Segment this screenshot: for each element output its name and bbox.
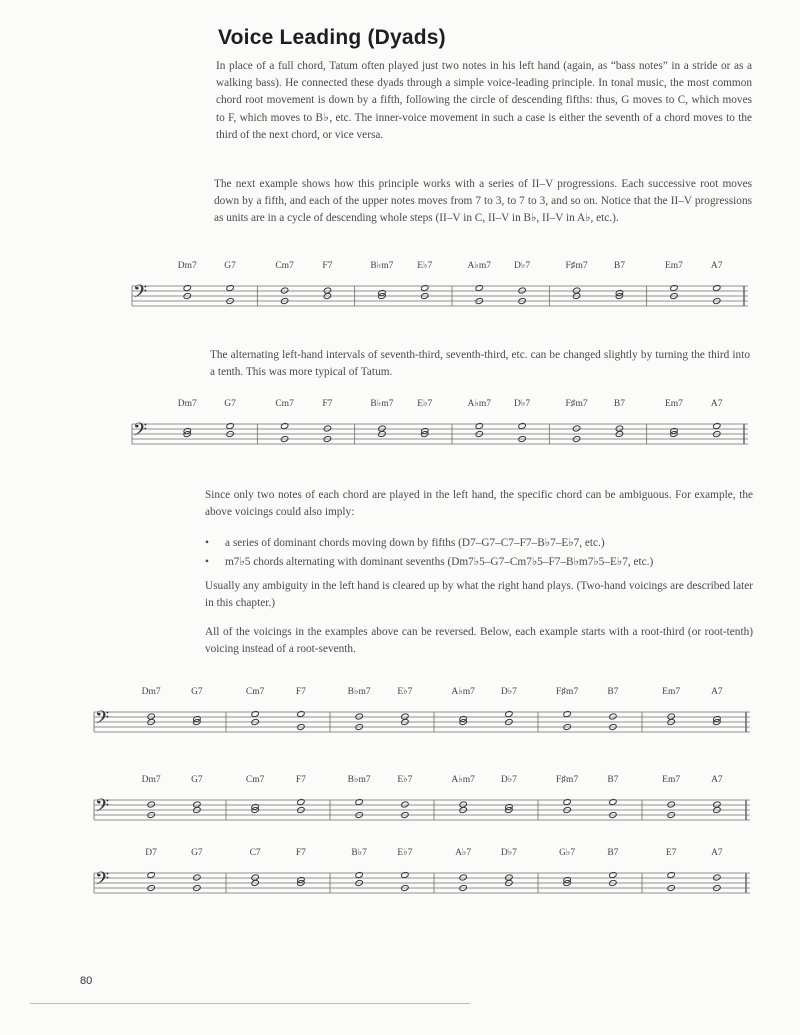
note-head — [421, 284, 429, 291]
note-head — [147, 871, 155, 878]
chord-symbol: D♭7 — [514, 399, 531, 409]
note-head — [518, 287, 526, 294]
note-head — [401, 871, 409, 878]
bass-clef-icon: 𝄢 — [95, 707, 110, 732]
chord-symbol: D♭7 — [500, 687, 517, 697]
paragraph-intro: In place of a full chord, Tatum often played just two notes in his left hand (again, as “bass notes” in a stride or as a walking bass). He connected these dyads through a simple voice-leading principle. In tonal music, the most common chord root movement is down by a fifth, following the circle of descending fifths: thus, G moves to C, which moves to F, which moves to B♭, etc. The inner-voice movement in such a case is either the seventh of a chord moves to the third of the next chord, or vice versa. — [216, 60, 752, 141]
chord-symbol: C7 — [249, 848, 261, 858]
implication-list — [205, 534, 755, 572]
music-staff-2 — [120, 394, 750, 464]
note-head — [713, 422, 721, 429]
chord-symbol: F7 — [295, 775, 306, 785]
chord-symbol: F7 — [295, 848, 306, 858]
chord-symbol: G7 — [191, 775, 203, 785]
chord-symbol: E7 — [665, 848, 677, 858]
chord-symbol: Dm7 — [141, 687, 161, 697]
chord-symbol: A♭m7 — [451, 775, 475, 785]
paragraph-reversed: All of the voicings in the examples above can be reversed. Below, each example starts with a root-third (or root-tenth) voicing instead of a root-seventh. — [205, 626, 753, 656]
chord-symbol: D♭7 — [500, 848, 517, 858]
note-head — [193, 874, 201, 881]
chord-symbol: Cm7 — [275, 399, 294, 409]
note-head — [147, 801, 155, 808]
chord-symbol: B♭m7 — [347, 687, 371, 697]
chord-symbol: A7 — [711, 848, 723, 858]
note-head — [475, 422, 483, 429]
chord-symbol: F7 — [322, 399, 333, 409]
note-head — [563, 798, 571, 805]
chord-symbol: A♭m7 — [467, 261, 491, 271]
chord-symbol: A♭7 — [455, 848, 472, 858]
note-head — [609, 871, 617, 878]
chord-symbol: E♭7 — [417, 261, 433, 271]
bass-clef-icon: 𝄢 — [95, 868, 110, 893]
chord-symbol: G♭7 — [559, 848, 576, 858]
chord-symbol: Em7 — [664, 399, 683, 409]
note-head — [667, 801, 675, 808]
chord-symbol: B7 — [607, 775, 619, 785]
chord-symbol: D♭7 — [514, 261, 531, 271]
page-number: 80 — [80, 975, 93, 987]
note-head — [226, 422, 234, 429]
chord-symbol: Cm7 — [245, 687, 265, 697]
chord-symbol: G7 — [191, 848, 203, 858]
chord-symbol: F7 — [295, 687, 306, 697]
music-staff-3 — [82, 682, 752, 752]
note-head — [609, 798, 617, 805]
note-head — [713, 284, 721, 291]
bullet-icon: • — [205, 556, 209, 568]
paragraph-right-hand: Usually any ambiguity in the left hand is cleared up by what the right hand plays. (Two-hand voicings are described later in this chapter.) — [205, 580, 753, 610]
chord-symbol: A7 — [710, 261, 723, 271]
paragraph-ii-v: The next example shows how this principle works with a series of II–V progressions. Each successive root moves down by a fifth, and each of the upper notes moves from 7 to 3, to 7 to 3, and so on. Notice that the II–V progressions as units are in a cycle of descending whole steps (II–V in C, II–V in B♭, II–V in A♭, etc.). — [214, 178, 752, 225]
chord-symbol: G7 — [191, 687, 203, 697]
paragraph-tenth: The alternating left-hand intervals of seventh-third, seventh-third, etc. can be changed slightly by turning the third into a tenth. This was more typical of Tatum. — [210, 349, 750, 379]
chord-symbol: A♭m7 — [467, 399, 491, 409]
chord-symbol: F♯m7 — [565, 399, 588, 409]
page-title: Voice Leading (Dyads) — [218, 26, 446, 49]
chord-symbol: Em7 — [662, 687, 681, 697]
note-head — [183, 284, 191, 291]
list-item: • a series of dominant chords moving down by fifths (D7–G7–C7–F7–B♭7–E♭7, etc.) — [205, 534, 755, 553]
chord-symbol: B♭m7 — [370, 261, 394, 271]
chord-symbol: E♭7 — [397, 687, 413, 697]
paragraph-ambiguity: Since only two notes of each chord are played in the left hand, the specific chord can be ambiguous. For example, the above voicings could also imply: — [205, 489, 753, 519]
chord-symbol: E♭7 — [417, 399, 433, 409]
note-head — [226, 284, 234, 291]
note-head — [297, 798, 305, 805]
note-head — [505, 710, 513, 717]
note-head — [670, 284, 678, 291]
bass-clef-icon: 𝄢 — [95, 795, 110, 820]
chord-symbol: Cm7 — [275, 261, 294, 271]
chord-symbol: E♭7 — [397, 848, 413, 858]
chord-symbol: A7 — [711, 687, 723, 697]
note-head — [563, 710, 571, 717]
chord-symbol: B7 — [613, 261, 625, 271]
chord-symbol: E♭7 — [397, 775, 413, 785]
chord-symbol: G7 — [224, 261, 236, 271]
note-head — [475, 284, 483, 291]
note-head — [280, 287, 288, 294]
music-staff-1 — [120, 256, 750, 326]
note-head — [355, 798, 363, 805]
chord-symbol: B7 — [613, 399, 625, 409]
note-head — [459, 874, 467, 881]
chord-symbol: B7 — [607, 848, 619, 858]
chord-symbol: B♭7 — [351, 848, 367, 858]
note-head — [518, 422, 526, 429]
chord-symbol: B♭m7 — [370, 399, 394, 409]
note-head — [355, 713, 363, 720]
chord-symbol: Dm7 — [177, 261, 197, 271]
chord-symbol: A7 — [711, 775, 723, 785]
note-head — [667, 871, 675, 878]
music-staff-4 — [82, 770, 752, 840]
chord-symbol: A♭m7 — [451, 687, 475, 697]
note-head — [280, 422, 288, 429]
chord-symbol: Em7 — [664, 261, 683, 271]
chord-symbol: D7 — [145, 848, 157, 858]
chord-symbol: A7 — [710, 399, 723, 409]
bullet-icon: • — [205, 537, 209, 549]
note-head — [323, 425, 331, 432]
note-head — [297, 710, 305, 717]
note-head — [713, 874, 721, 881]
note-head — [609, 713, 617, 720]
bass-clef-icon: 𝄢 — [133, 281, 148, 306]
list-item: • m7♭5 chords alternating with dominant sevenths (Dm7♭5–G7–Cm7♭5–F7–B♭m7♭5–E♭7, etc.) — [205, 553, 755, 572]
note-head — [251, 710, 259, 717]
chord-symbol: B7 — [607, 687, 619, 697]
chord-symbol: F♯m7 — [556, 775, 579, 785]
chord-symbol: Cm7 — [245, 775, 265, 785]
note-head — [401, 801, 409, 808]
note-head — [355, 871, 363, 878]
chord-symbol: B♭m7 — [347, 775, 371, 785]
chord-symbol: F7 — [322, 261, 333, 271]
chord-symbol: F♯m7 — [556, 687, 579, 697]
chord-symbol: Dm7 — [141, 775, 161, 785]
chord-symbol: D♭7 — [500, 775, 517, 785]
music-staff-5 — [82, 843, 752, 913]
footer-rule — [30, 1003, 470, 1004]
chord-symbol: F♯m7 — [565, 261, 588, 271]
chord-symbol: G7 — [224, 399, 236, 409]
chord-symbol: Dm7 — [177, 399, 197, 409]
bass-clef-icon: 𝄢 — [133, 419, 148, 444]
note-head — [572, 425, 580, 432]
chord-symbol: Em7 — [662, 775, 681, 785]
